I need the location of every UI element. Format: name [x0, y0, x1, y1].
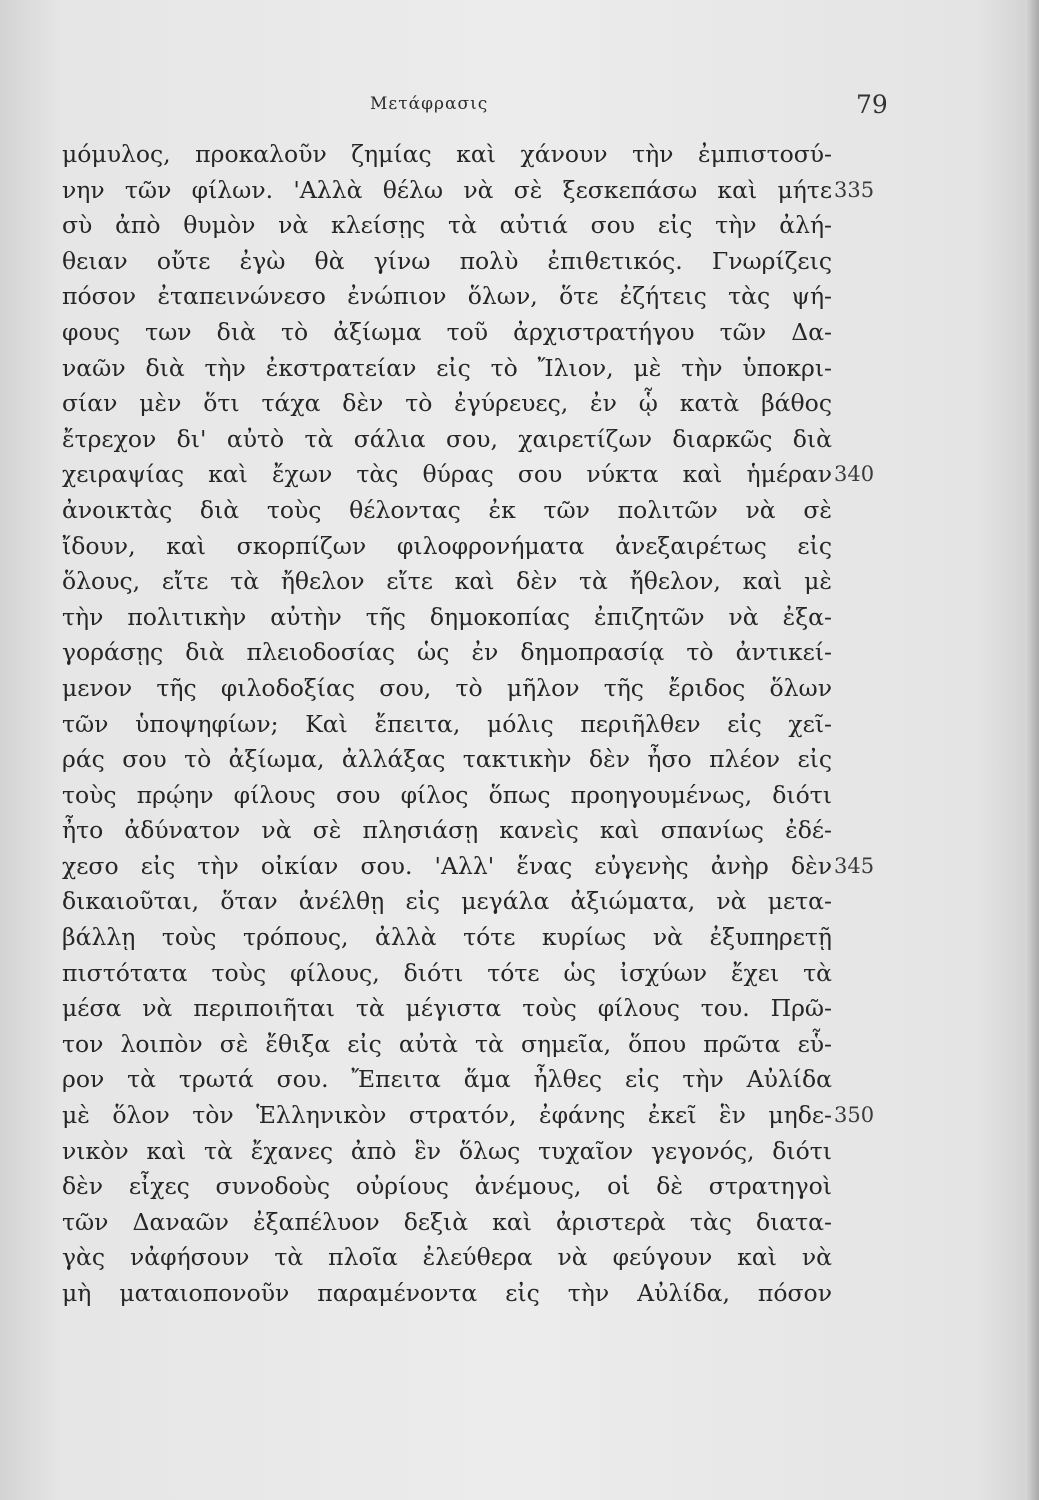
text-line: τῶν Δαναῶν ἐξαπέλυον δεξιὰ καὶ ἀριστερὰ τὰς διατα-: [62, 1207, 832, 1236]
running-title: Μετάφρασις: [370, 94, 489, 114]
text-line: σὺ ἀπὸ θυμὸν νὰ κλείσῃς τὰ αὐτιά σου εἰς τὴν ἀλή-: [62, 211, 832, 240]
text-line: ἦτο ἀδύνατον νὰ σὲ πλησιάσῃ κανεὶς καὶ σπανίως ἐδέ-: [62, 816, 832, 845]
verse-number: 345: [834, 854, 875, 878]
text-line: μενον τῆς φιλοδοξίας σου, τὸ μῆλον τῆς ἔριδος ὅλων: [62, 673, 832, 702]
text-line: χειραψίας καὶ ἔχων τὰς θύρας σου νύκτα καὶ ἡμέραν: [62, 460, 832, 489]
text-line: χεσο εἰς τὴν οἰκίαν σου. 'Αλλ' ἕνας εὐγενὴς ἀνὴρ δὲν: [62, 851, 832, 880]
text-line: ἀνοικτὰς διὰ τοὺς θέλοντας ἐκ τῶν πολιτῶν νὰ σὲ: [62, 495, 832, 524]
page-number: 79: [856, 90, 888, 119]
page-header: [0, 86, 1039, 126]
text-line: ράς σου τὸ ἀξίωμα, ἀλλάξας τακτικὴν δὲν ἦσο πλέον εἰς: [62, 745, 832, 774]
text-line: τὴν πολιτικὴν αὐτὴν τῆς δημοκοπίας ἐπιζητῶν νὰ ἐξα-: [62, 602, 832, 631]
text-line: νην τῶν φίλων. 'Αλλὰ θέλω νὰ σὲ ξεσκεπάσω καὶ μήτε: [62, 175, 832, 204]
verse-number: 340: [834, 462, 875, 487]
text-line: ὅλους, εἴτε τὰ ἤθελον εἴτε καὶ δὲν τὰ ἤθελον, καὶ μὲ: [62, 567, 832, 596]
text-line: ρον τὰ τρωτά σου. Ἔπειτα ἅμα ἦλθες εἰς τὴν Αὐλίδα: [62, 1065, 832, 1094]
text-line: θειαν οὔτε ἐγὼ θὰ γίνω πολὺ ἐπιθετικός. Γνωρίζεις: [62, 246, 832, 275]
text-line: πιστότατα τοὺς φίλους, διότι τότε ὡς ἰσχύων ἔχει τὰ: [62, 958, 832, 987]
text-line: μὴ ματαιοπονοῦν παραμένοντα εἰς τὴν Αὐλίδα, πόσον: [62, 1279, 832, 1307]
text-line: φους των διὰ τὸ ἀξίωμα τοῦ ἀρχιστρατήγου τῶν Δα-: [62, 317, 832, 346]
text-line: δικαιοῦται, ὅταν ἀνέλθῃ εἰς μεγάλα ἀξιώματα, νὰ μετα-: [62, 887, 832, 916]
text-line: βάλλῃ τοὺς τρόπους, ἀλλὰ τότε κυρίως νὰ ἐξυπηρετῇ: [62, 923, 832, 952]
verse-number: 335: [834, 177, 875, 202]
text-line: τοὺς πρῴην φίλους σου φίλος ὅπως προηγουμένως, διότι: [62, 780, 832, 809]
text-line: μόμυλος, προκαλοῦν ζημίας καὶ χάνουν τὴν ἐμπιστοσύ-: [62, 140, 832, 168]
text-line: σίαν μὲν ὅτι τάχα δὲν τὸ ἐγύρευες, ἐν ᾧ κατὰ βάθος: [62, 389, 832, 418]
text-line: ναῶν διὰ τὴν ἐκστρατείαν εἰς τὸ Ἴλιον, μὲ τὴν ὑποκρι-: [62, 353, 832, 382]
body-text: [62, 137, 832, 1312]
text-line: γοράσῃς διὰ πλειοδοσίας ὡς ἐν δημοπρασίᾳ τὸ ἀντικεί-: [62, 638, 832, 667]
text-line: ἴδουν, καὶ σκορπίζων φιλοφρονήματα ἀνεξαιρέτως εἰς: [62, 531, 832, 560]
text-line: τον λοιπὸν σὲ ἔθιξα εἰς αὐτὰ τὰ σημεῖα, ὅπου πρῶτα εὗ-: [62, 1029, 832, 1058]
text-line: μὲ ὅλον τὸν Ἑλληνικὸν στρατόν, ἐφάνης ἐκεῖ ἓν μηδε-: [62, 1101, 832, 1130]
text-line: πόσον ἐταπεινώνεσο ἐνώπιον ὅλων, ὅτε ἐζήτεις τὰς ψή-: [62, 282, 832, 311]
text-line: γὰς νἀφήσουν τὰ πλοῖα ἐλεύθερα νὰ φεύγουν καὶ νὰ: [62, 1243, 832, 1272]
text-line: ἔτρεχον δι' αὐτὸ τὰ σάλια σου, χαιρετίζων διαρκῶς διὰ: [62, 424, 832, 453]
text-line: τῶν ὑποψηφίων; Καὶ ἔπειτα, μόλις περιῆλθεν εἰς χεῖ-: [62, 709, 832, 738]
verse-number: 350: [834, 1103, 875, 1128]
text-line: μέσα νὰ περιποιῆται τὰ μέγιστα τοὺς φίλους του. Πρῶ-: [62, 994, 832, 1023]
text-line: νικὸν καὶ τὰ ἔχανες ἀπὸ ἓν ὅλως τυχαῖον γεγονός, διότι: [62, 1136, 832, 1165]
text-line: δὲν εἶχες συνοδοὺς οὐρίους ἀνέμους, οἱ δὲ στρατηγοὶ: [62, 1172, 832, 1201]
page-edge: [1025, 0, 1039, 1500]
